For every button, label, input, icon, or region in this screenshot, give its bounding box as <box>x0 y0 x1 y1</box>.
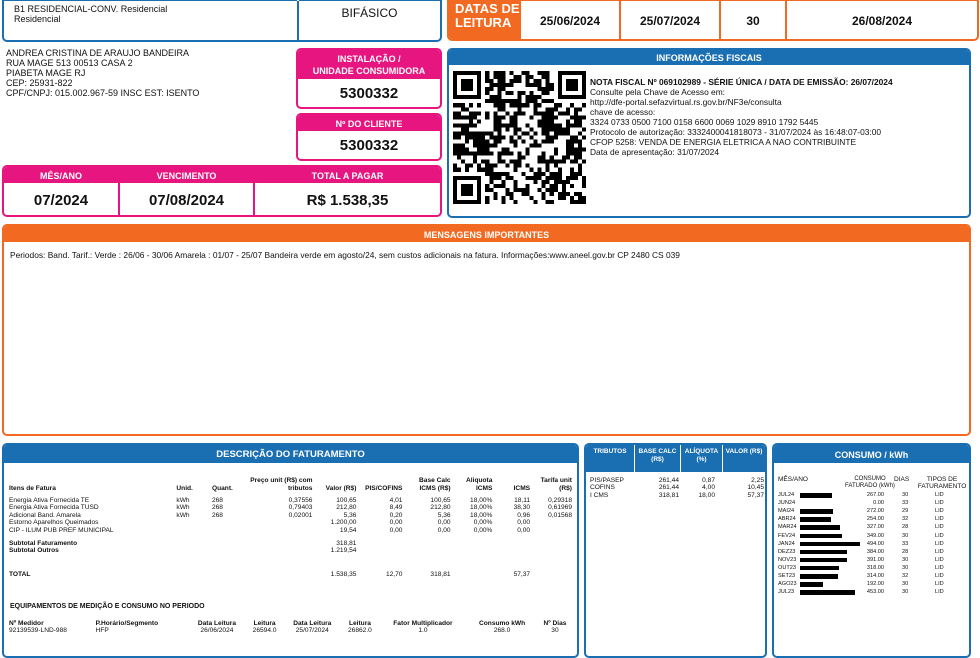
cell: 38,30 <box>513 504 531 512</box>
cell: HFP <box>95 627 109 635</box>
consumo-dias: 30 <box>902 581 909 588</box>
cell: 57,37 <box>747 491 764 499</box>
consumo-dias: 33 <box>902 540 909 547</box>
cell: 2,25 <box>751 477 764 484</box>
cell: 100,65 <box>336 497 357 504</box>
col-valor: Valor (R$) <box>325 484 357 492</box>
cell: 100,65 <box>430 497 451 504</box>
datas-label-2: LEITURA <box>455 15 512 30</box>
consumo-tipo: LID <box>935 581 944 588</box>
col-base: Base Calc ICMS (R$) <box>419 477 451 492</box>
consumo-tipo: LID <box>935 524 944 531</box>
consumo-tipo: LID <box>935 516 944 523</box>
table-row <box>589 477 765 484</box>
subtotal-fat-value: 318,81 <box>336 540 357 548</box>
trib-col: BASE CALC (R$) <box>634 445 680 472</box>
cell: 0,00% <box>473 519 493 527</box>
cell: Energia Ativa Fornecida TE <box>9 497 90 504</box>
cell: 0,00 <box>389 526 403 534</box>
cell: 0,01568 <box>548 511 572 519</box>
cell: 0,00% <box>473 526 493 534</box>
subtotal-row <box>8 547 573 554</box>
num-cliente-header: Nº DO CLIENTE <box>298 115 440 131</box>
consumo-bar <box>800 590 855 595</box>
subtotal-out-label: Subtotal Outros <box>9 547 59 555</box>
consumo-value: 267.00 <box>866 492 884 498</box>
consumo-value: 349.00 <box>866 532 884 539</box>
cell: 0,20 <box>389 511 403 519</box>
cell: 0,87 <box>702 477 715 484</box>
consumo-dias: 32 <box>902 516 909 523</box>
cell <box>531 527 573 534</box>
consumo-dias: 29 <box>902 508 909 515</box>
instalacao-value: 5300332 <box>339 85 399 102</box>
faturamento-box <box>2 443 579 658</box>
consumo-bar <box>800 566 839 571</box>
cell: 26862.0 <box>348 627 372 635</box>
cell: 261,44 <box>658 477 679 484</box>
num-cliente-value: 5300332 <box>339 137 399 154</box>
cell: 0,79403 <box>288 504 313 512</box>
cell: 18,00% <box>470 504 493 512</box>
equip-col: Consumo kWh <box>479 620 526 627</box>
cell: 10,45 <box>747 484 764 492</box>
consumo-bar <box>800 509 833 514</box>
pagamento-box <box>2 165 442 217</box>
cell: 0,29318 <box>548 497 572 504</box>
total-pis: 12,70 <box>385 570 403 578</box>
table-row <box>8 504 573 511</box>
total-value: R$ 1.538,35 <box>306 192 389 209</box>
table-row <box>8 527 573 534</box>
cell: 30 <box>551 627 559 635</box>
consumo-value: 254.00 <box>866 516 884 523</box>
cell <box>244 527 313 534</box>
consumo-month-label: JUL23 <box>778 589 795 596</box>
cell: 92139539-LND-988 <box>9 627 67 635</box>
consumo-bar <box>800 550 847 555</box>
equip-col: Leitura <box>348 620 371 627</box>
qr-code <box>453 70 586 205</box>
total-base: 318,81 <box>430 570 451 578</box>
consumo-value: 314.00 <box>866 573 884 579</box>
classificacao-box <box>2 0 442 42</box>
fiscal-line-1: http://dfe-portal.sefazvirtual.rs.gov.br/NF3e/consulta <box>590 97 782 107</box>
consumo-tipo: LID <box>935 548 944 555</box>
consumo-month-label: SET23 <box>778 573 796 579</box>
consumo-value: 391.00 <box>866 556 884 563</box>
consumo-tipo: LID <box>935 556 944 563</box>
cell: PIS/PASEP <box>590 477 624 484</box>
consumo-bar <box>800 517 831 522</box>
fiscal-line-6: Data de apresentação: 31/07/2024 <box>590 147 719 157</box>
table-row <box>589 484 765 491</box>
cell: 0,00 <box>517 526 531 534</box>
cell: 18,00 <box>698 491 715 499</box>
col-pis: PIS/COFINS <box>365 484 403 492</box>
leit-ant-value: 25/06/2024 <box>539 14 601 28</box>
mensagens-header: MENSAGENS IMPORTANTES <box>4 226 969 242</box>
cell: 212,80 <box>336 504 357 512</box>
fiscal-line-4: Protocolo de autorização: 3332400041818073 - 31/07/2024 às 16:48:07-03:00 <box>590 127 882 137</box>
consumo-col-dias: DIAS <box>894 476 910 483</box>
cell: kWh <box>176 511 190 519</box>
consumo-dias: 32 <box>902 573 909 579</box>
tipo-value: BIFÁSICO <box>297 1 440 41</box>
instalacao-header-2: UNIDADE CONSUMIDORA <box>312 66 426 76</box>
trib-col: TRIBUTOS <box>593 448 627 455</box>
consumo-bar <box>800 525 840 530</box>
cell: 0,00 <box>389 519 403 527</box>
consumo-value: 192.00 <box>866 581 884 588</box>
equip-col: Nº Dias <box>543 620 567 627</box>
consumo-box <box>772 443 971 658</box>
equip-col: Data Leitura <box>197 620 236 627</box>
consumo-month-label: NOV23 <box>778 556 797 563</box>
cell: I CMS <box>590 491 609 499</box>
subtotal-out-value: 1.219,54 <box>330 547 357 555</box>
cell: 318,81 <box>658 491 679 499</box>
datas-label-1: DATAS DE <box>455 1 520 16</box>
cell <box>531 519 573 526</box>
total-icms: 57,37 <box>513 570 531 578</box>
col-preco: Preço unit (R$) com tributos <box>250 477 313 492</box>
consumo-dias: 28 <box>902 548 909 555</box>
cell: 268 <box>211 504 223 512</box>
fiscal-line-0: Consulte pela Chave de Acesso em: <box>590 87 726 97</box>
cell: 0,02001 <box>288 511 313 519</box>
cell: 4,00 <box>702 484 715 492</box>
cliente-info <box>6 48 199 98</box>
cell: 18,11 <box>514 497 531 504</box>
cell: 1.200,00 <box>330 519 357 527</box>
equip-col: Leitura <box>253 620 276 627</box>
prox-value: 26/08/2024 <box>851 14 913 28</box>
cell: 5,36 <box>437 511 451 519</box>
consumo-value: 384.00 <box>866 548 884 555</box>
consumo-tipo: LID <box>935 532 944 539</box>
consumo-col-consumo: CONSUMO FATURADO (kWh) <box>845 476 895 489</box>
instalacao-header-1: INSTALAÇÃO / <box>337 54 401 64</box>
fiscal-line-2: chave de acesso: <box>590 107 656 117</box>
fiscal-line-5: CFOP 5258: VENDA DE ENERGIA ELETRICA A NAO CONTRIBUINTE <box>590 137 857 147</box>
cell: Energia Ativa Fornecida TUSD <box>9 504 99 512</box>
cell: 18,00% <box>470 497 493 504</box>
table-row <box>589 492 765 499</box>
cliente-cep: CEP: 25931-822 <box>6 78 73 88</box>
table-row <box>8 497 573 504</box>
cell: kWh <box>176 497 190 504</box>
instalacao-box <box>296 48 442 109</box>
cell: CIP - ILUM PUB PREF MUNICIPAL <box>9 526 114 534</box>
equip-col: Nº Medidor <box>9 620 44 627</box>
cell: 19,54 <box>339 526 357 534</box>
fiscal-nota: NOTA FISCAL Nº 069102989 - SÉRIE ÚNICA / DATA DE EMISSÃO: 26/07/2024 <box>590 77 893 87</box>
mes-value: 07/2024 <box>33 192 89 209</box>
cell <box>211 527 244 534</box>
tributos-table <box>589 477 765 499</box>
cell <box>211 519 244 526</box>
venc-value: 07/08/2024 <box>148 192 225 209</box>
classificacao-line2: Residencial <box>14 14 61 24</box>
table-row <box>8 512 573 519</box>
total-header: TOTAL A PAGAR <box>255 167 440 183</box>
mes-header: MÊS/ANO <box>4 167 118 183</box>
total-row <box>8 571 573 578</box>
consumo-tipo: LID <box>935 564 944 571</box>
col-tarifa: Tarifa unit (R$) <box>540 477 572 492</box>
cell: 8,49 <box>389 504 403 512</box>
consumo-col-mes: MÊS/ANO <box>778 476 808 483</box>
equip-table <box>8 620 573 635</box>
consumo-bar <box>800 542 860 547</box>
fiscal-header: INFORMAÇÕES FISCAIS <box>449 50 969 65</box>
cell: 4,01 <box>389 497 403 504</box>
equip-header: EQUIPAMENTOS DE MEDIÇÃO E CONSUMO NO PERIODO <box>10 603 205 610</box>
cell: 1.0 <box>418 627 428 635</box>
equip-col: P.Horário/Segmento <box>95 620 159 627</box>
mensagens-box <box>2 224 971 436</box>
cell: 268 <box>211 497 223 504</box>
datas-leitura-box <box>447 0 979 41</box>
total-valor: 1.538,35 <box>330 570 357 578</box>
col-aliquota: Aliquota ICMS <box>466 477 493 492</box>
cell: 268.0 <box>493 627 511 635</box>
consumo-month-label: AGO23 <box>778 581 797 588</box>
consumo-value: 272.00 <box>866 508 884 515</box>
cell: 261,44 <box>658 484 679 492</box>
consumo-bar <box>800 574 838 579</box>
num-cliente-box <box>296 113 442 161</box>
cell: 18,00% <box>470 511 493 519</box>
consumo-month-label: ABR24 <box>778 516 796 523</box>
table-row <box>8 627 573 634</box>
cell: 0,00 <box>437 526 451 534</box>
consumo-dias: 30 <box>902 556 909 563</box>
consumo-month-label: JUL24 <box>778 492 795 498</box>
cell: 0,61969 <box>548 504 572 512</box>
fiscal-line-3: 3324 0733 0500 7100 0158 6600 0069 1029 8910 1792 5445 <box>590 117 819 127</box>
cell: 0,37556 <box>288 497 313 504</box>
col-quant: Quant. <box>211 484 233 492</box>
trib-col: ALÍQUOTA (%) <box>680 445 722 472</box>
consumo-tipo: LID <box>935 508 944 515</box>
consumo-tipo: LID <box>935 573 944 579</box>
consumo-dias: 30 <box>902 589 909 596</box>
cell <box>175 519 211 526</box>
classificacao-line1: B1 RESIDENCIAL-CONV. Residencial <box>14 4 168 14</box>
consumo-tipo: LID <box>935 500 944 507</box>
table-row <box>8 519 573 526</box>
consumo-tipo: LID <box>935 589 944 596</box>
consumo-month-label: JUN24 <box>778 500 796 507</box>
consumo-value: 0.00 <box>873 500 884 507</box>
faturamento-table <box>8 468 573 578</box>
tributos-box <box>584 443 767 658</box>
consumo-value: 453.00 <box>866 589 884 596</box>
consumo-header: CONSUMO / kWh <box>774 445 969 463</box>
consumo-dias: 30 <box>902 564 909 571</box>
consumo-bar <box>800 493 832 498</box>
cell: 0,00 <box>437 519 451 527</box>
cell: Adicional Band. Amarela <box>9 511 81 519</box>
consumo-dias: 28 <box>902 524 909 531</box>
faturamento-header: DESCRIÇÃO DO FATURAMENTO <box>4 445 577 463</box>
cell: 212,80 <box>430 504 451 512</box>
cell: 268 <box>211 511 223 519</box>
cell: 0,96 <box>517 511 531 519</box>
cell: kWh <box>176 504 190 512</box>
total-label: TOTAL <box>9 570 31 578</box>
trib-col: VALOR (R$) <box>722 445 765 472</box>
subtotal-fat-label: Subtotal Faturamento <box>9 540 78 548</box>
consumo-month-label: FEV24 <box>778 532 796 539</box>
equip-col: Data Leitura <box>293 620 332 627</box>
consumo-bar <box>800 558 847 563</box>
cell: 26/06/2024 <box>200 627 234 635</box>
consumo-month-label: OUT23 <box>778 564 797 571</box>
cliente-endereco: RUA MAGE 513 00513 CASA 2 <box>6 58 133 68</box>
consumo-month-label: JAN24 <box>778 540 795 547</box>
consumo-bar <box>800 534 842 539</box>
equip-col: Fator Multiplicador <box>393 620 453 627</box>
cliente-nome: ANDREA CRISTINA DE ARAUJO BANDEIRA <box>6 48 190 58</box>
cell <box>175 527 211 534</box>
dias-value: 30 <box>746 14 760 28</box>
consumo-month-label: MAR24 <box>778 524 797 531</box>
cell: 0,00 <box>517 519 531 527</box>
consumo-value: 318.00 <box>866 564 884 571</box>
cell: 26594.0 <box>252 627 277 635</box>
consumo-col-tipos: TIPOS DE FATURAMENTO <box>917 476 967 490</box>
leit-atual-value: 25/07/2024 <box>639 14 701 28</box>
consumo-bar <box>800 582 823 587</box>
mensagens-text: Periodos: Band. Tarif.: Verde : 26/06 - 30/06 Amarela : 01/07 - 25/07 Bandeira verde em agosto/24, sem custos adicionais na fatura. Informações:www.aneel.gov.br CP 2480 CS 039 <box>10 250 680 260</box>
consumo-dias: 33 <box>902 500 909 507</box>
consumo-month-label: DEZ23 <box>778 548 796 555</box>
consumo-tipo: LID <box>935 492 944 498</box>
venc-header: VENCIMENTO <box>120 167 253 183</box>
consumo-dias: 30 <box>902 532 909 539</box>
cell <box>244 519 313 526</box>
col-icms: ICMS <box>513 484 531 492</box>
consumo-value: 327.00 <box>866 524 884 531</box>
cell: COFINS <box>590 484 615 492</box>
cell: Estorno Aparelhos Queimados <box>9 519 99 527</box>
consumo-month-label: MAI24 <box>778 508 795 515</box>
col-itens: Itens de Fatura <box>9 484 56 492</box>
subtotal-row <box>8 540 573 547</box>
consumo-tipo: LID <box>935 540 944 547</box>
consumo-dias: 30 <box>902 492 909 498</box>
col-unid: Unid. <box>176 484 193 492</box>
consumo-value: 494.00 <box>866 540 884 547</box>
cell: 25/07/2024 <box>295 627 329 635</box>
cliente-bairro: PIABETA MAGE RJ <box>6 68 86 78</box>
cliente-cpf: CPF/CNPJ: 015.002.967-59 INSC EST: ISENTO <box>6 88 200 98</box>
cell: 5,36 <box>343 511 357 519</box>
